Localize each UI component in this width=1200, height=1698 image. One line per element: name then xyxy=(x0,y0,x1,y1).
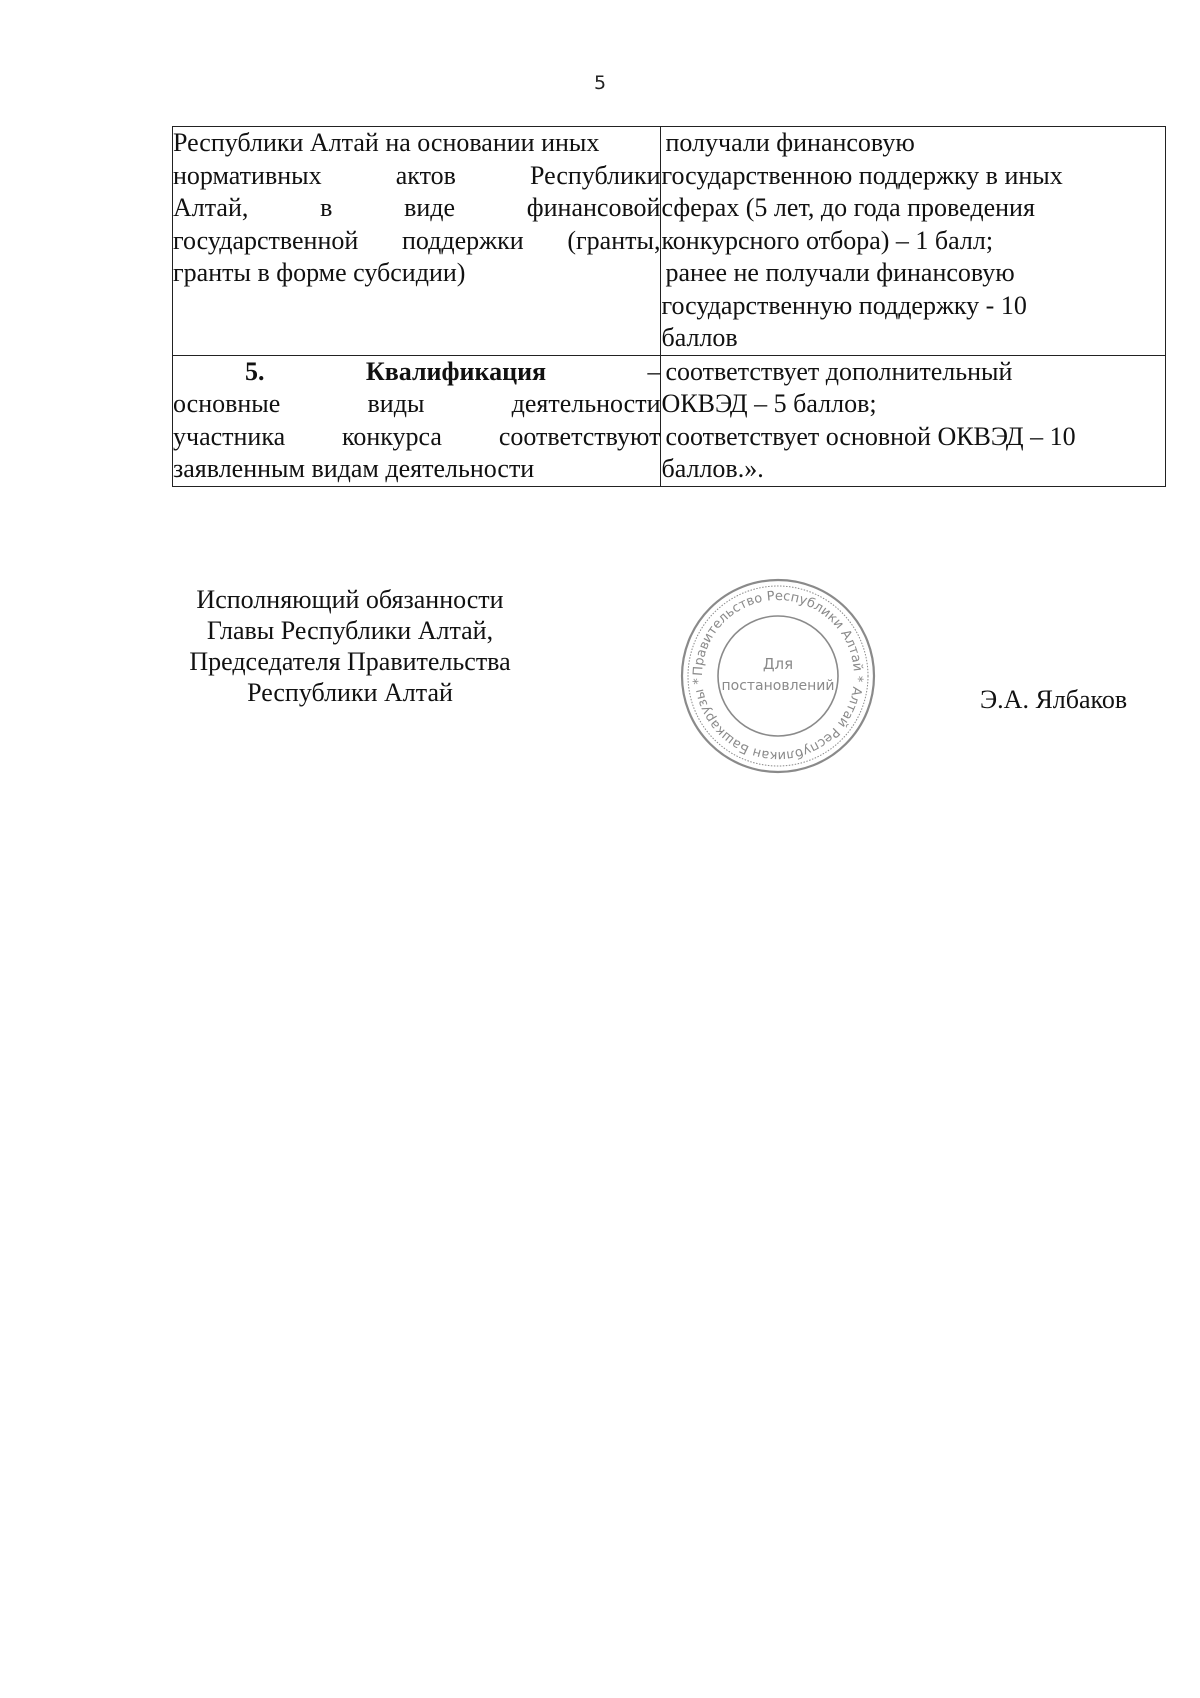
signer-name: Э.А. Ялбаков xyxy=(980,685,1128,714)
scoring-text-line: ранее не получали финансовую xyxy=(665,258,1015,287)
scoring-text-line: соответствует дополнительный xyxy=(665,356,1013,386)
scoring-text-line: соответствует основной ОКВЭД – 10 xyxy=(665,421,1076,451)
seal-inner-ring xyxy=(718,616,838,736)
seal-ornament-ring xyxy=(688,586,868,766)
scoring-text-line: баллов.». xyxy=(661,454,764,483)
signatory-position-line: Республики Алтай xyxy=(247,678,453,707)
signatory-position-line: Исполняющий обязанности xyxy=(196,585,504,614)
page-number: 5 xyxy=(593,72,607,94)
scoring-text-line: государственною поддержку в иных xyxy=(661,160,1063,190)
criterion-text-line: Республики Алтай на основании иных xyxy=(173,128,600,157)
criterion-number: 5. xyxy=(245,356,265,386)
criteria-table xyxy=(172,126,1166,487)
seal-inner-text-2: постановлений xyxy=(721,678,835,694)
scoring-text-line: ОКВЭД – 5 баллов; xyxy=(661,389,877,418)
scoring-text-line: конкурсного отбора) – 1 балл; xyxy=(661,225,994,255)
table-row xyxy=(173,127,1166,356)
criterion-text-line: основные виды деятельности xyxy=(173,389,661,418)
seal-outer-text-path: Правительство Республики Алтай * Алтай Республикан Башкарузы * xyxy=(690,588,866,764)
criterion-text-line: государственной поддержки (гранты, xyxy=(173,225,661,255)
criterion-scoring-cell xyxy=(661,127,1166,356)
signatory-position xyxy=(150,584,550,708)
criterion-text-line: гранты в форме субсидии) xyxy=(173,258,466,287)
table-row xyxy=(173,355,1166,486)
criterion-text-line: участника конкурса соответствуют xyxy=(173,421,661,451)
criterion-text-line: заявленным видам деятельности xyxy=(173,454,535,483)
scoring-text-line: сферах (5 лет, до года проведения xyxy=(661,193,1035,222)
criterion-dash: – xyxy=(647,356,661,386)
criterion-heading xyxy=(173,356,660,389)
seal-outer-text xyxy=(691,589,865,763)
signatory-position-line: Главы Республики Алтай, xyxy=(206,616,494,645)
scoring-text-line: государственную поддержку - 10 xyxy=(661,290,1027,320)
seal-outer-ring xyxy=(682,580,874,772)
criterion-text-line: нормативных актов Республики xyxy=(173,160,661,190)
scoring-text-line: получали финансовую xyxy=(665,128,915,157)
criterion-scoring-cell xyxy=(661,355,1166,486)
criterion-description-cell xyxy=(173,355,661,486)
scoring-text-line: баллов xyxy=(661,323,738,352)
signatory-position-line: Председателя Правительства xyxy=(189,647,511,676)
official-seal-stamp xyxy=(678,576,878,776)
seal-inner-text-1: Для xyxy=(762,655,794,673)
criterion-title: Квалификация xyxy=(365,356,547,386)
criterion-text-line: Алтай, в виде финансовой xyxy=(173,193,661,222)
criterion-description-cell xyxy=(173,127,661,356)
